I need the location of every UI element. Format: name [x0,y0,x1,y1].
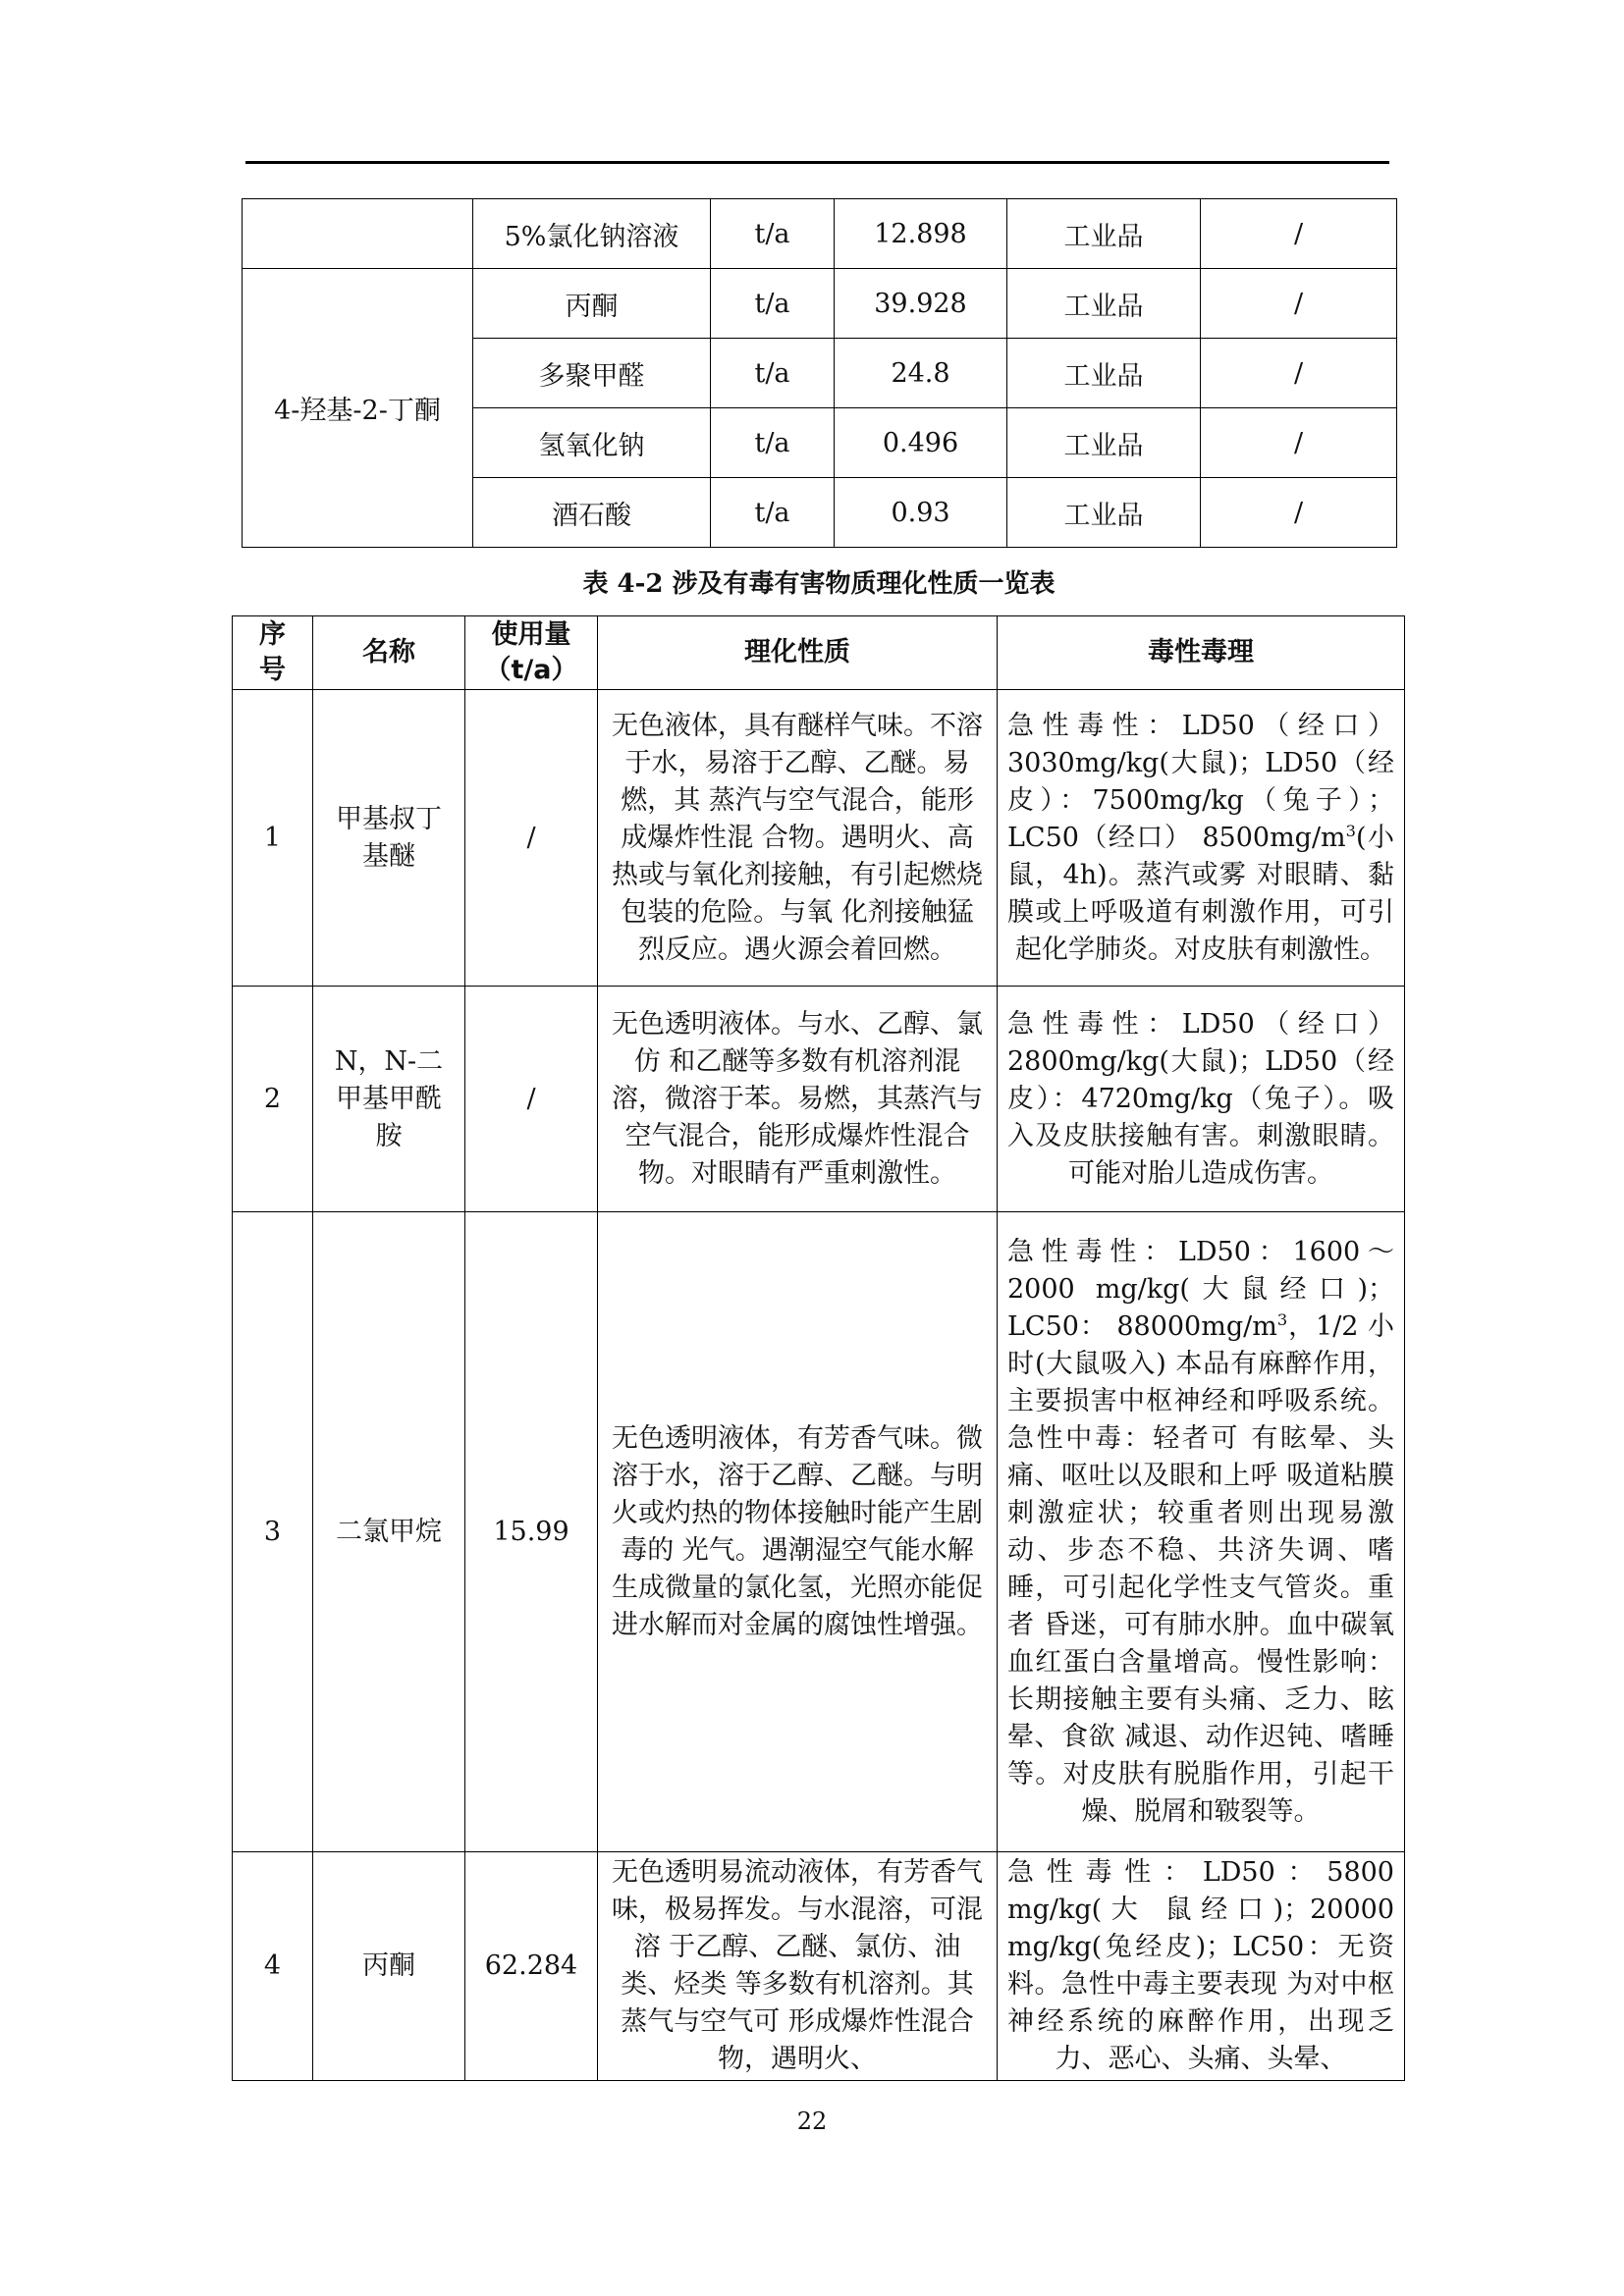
substance-name: 丙酮 [313,1852,465,2081]
material-cell: 酒石酸 [473,478,711,548]
substance-name: 二氯甲烷 [313,1212,465,1852]
property-text: 无色透明易流动液体，有芳香气味，极易挥发。与水混溶，可混溶 于乙醇、乙醚、氯仿、油类、烃类 等多数有机溶剂。其蒸气与空气可 形成爆炸性混合物，遇明火、 [598,1852,998,2081]
table-row [233,987,1405,1212]
toxicity-text-a: 急性毒性：LD50：5800 mg/kg(大 鼠经口)；20000 mg/kg(兔经皮)；LC50：无资料。急性中毒主要表现 为对中枢神经系统的麻醉作用，出现乏力、恶心、头痛、头晕、 [1007,1857,1394,2074]
unit-cell: t/a [711,478,835,548]
substance-name: 甲基叔丁基醚 [313,690,465,987]
material-cell: 5%氯化钠溶液 [473,199,711,269]
usage-amount: / [465,690,598,987]
hazardous-substance-table [232,615,1405,2081]
raw-material-table [242,198,1397,548]
header-props: 理化性质 [598,616,998,690]
usage-amount: 62.284 [465,1852,598,2081]
table-header-row [233,616,1405,690]
toxicity-text-b: (小鼠，4h)。蒸汽或雾 对眼睛、黏膜或上呼吸道有刺激作用，可引起化学肺炎。对皮肤有刺激性。 [1007,822,1394,965]
note-cell: / [1201,199,1397,269]
header-no: 序号 [233,616,313,690]
grade-cell: 工业品 [1007,478,1201,548]
unit-cell: t/a [711,408,835,478]
usage-amount: / [465,987,598,1212]
grade-cell: 工业品 [1007,199,1201,269]
unit-cell: t/a [711,339,835,408]
grade-cell: 工业品 [1007,339,1201,408]
toxicity-text-a: 急性毒性：LD50（经口）3030mg/kg(大鼠)；LD50（经皮）：7500mg/kg（兔子）；LC50（经口） 8500mg/m [1007,710,1394,853]
row-no: 3 [233,1212,313,1852]
material-cell: 丙酮 [473,269,711,339]
toxicity-text-b: ，1/2 小时(大鼠吸入) 本品有麻醉作用，主要损害中枢神经和呼吸系统。急性中毒：轻者可 有眩晕、头痛、呕吐以及眼和上呼 吸道粘膜刺激症状；较重者则出现易激动、步态不稳、共济失调、嗜睡，可引起化学性支气管炎。重者 昏迷，可有肺水肿。血中碳氧血红蛋白含量增高。慢性影响：长期接触主要有头痛、乏力、眩晕、食欲 减退、动作迟钝、嗜睡等。对皮肤有脱脂作用，引起干燥、脱屑和皲裂等。 [1007,1310,1394,1827]
grade-cell: 工业品 [1007,408,1201,478]
property-text: 无色液体，具有醚样气味。不溶于水，易溶于乙醇、乙醚。易燃，其 蒸汽与空气混合，能形成爆炸性混 合物。遇明火、高热或与氧化剂接触，有引起燃烧包装的危险。与氧 化剂接触猛烈反应。遇火源会着回燃。 [598,690,998,987]
toxicity-text [998,987,1405,1212]
header-toxicity: 毒性毒理 [998,616,1405,690]
property-text: 无色透明液体，有芳香气味。微溶于水，溶于乙醇、乙醚。与明火或灼热的物体接触时能产生剧毒的 光气。遇潮湿空气能水解生成微量的氯化氢，光照亦能促进水解而对金属的腐蚀性增强。 [598,1212,998,1852]
amount-cell: 39.928 [835,269,1007,339]
row-no: 4 [233,1852,313,2081]
product-cell: 4-羟基-2-丁酮 [243,269,473,548]
amount-cell: 12.898 [835,199,1007,269]
material-cell: 氢氧化钠 [473,408,711,478]
material-cell: 多聚甲醛 [473,339,711,408]
table-row [233,690,1405,987]
toxicity-text [998,1212,1405,1852]
table-row [233,1212,1405,1852]
unit-cell: t/a [711,269,835,339]
unit-superscript: 3 [1345,821,1356,840]
table-row [243,269,1397,339]
usage-amount: 15.99 [465,1212,598,1852]
toxicity-text [998,1852,1405,2081]
toxicity-text-a: 急性毒性：LD50：1600～2000 mg/kg(大鼠经口)；LC50： 88000mg/m [1007,1236,1394,1342]
row-no: 1 [233,690,313,987]
row-no: 2 [233,987,313,1212]
amount-cell: 24.8 [835,339,1007,408]
table-row [233,1852,1405,2081]
substance-name: N，N-二甲基甲酰胺 [313,987,465,1212]
table-row [243,199,1397,269]
product-cell [243,199,473,269]
amount-cell: 0.496 [835,408,1007,478]
amount-cell: 0.93 [835,478,1007,548]
unit-superscript: 3 [1276,1309,1288,1329]
header-rule [245,161,1389,164]
note-cell: / [1201,478,1397,548]
note-cell: / [1201,408,1397,478]
unit-cell: t/a [711,199,835,269]
note-cell: / [1201,339,1397,408]
table-caption: 表 4-2 涉及有毒有害物质理化性质一览表 [582,569,1056,599]
note-cell: / [1201,269,1397,339]
property-text: 无色透明液体。与水、乙醇、氯仿 和乙醚等多数有机溶剂混溶，微溶于苯。易燃，其蒸汽与空气混合，能形成爆炸性混合物。对眼睛有严重刺激性。 [598,987,998,1212]
page-number: 22 [796,2108,828,2135]
toxicity-text-a: 急性毒性：LD50（经口）2800mg/kg(大鼠)；LD50（经皮）：4720mg/kg（兔子）。吸入及皮肤接触有害。刺激眼睛。可能对胎儿造成伤害。 [1007,1008,1394,1189]
header-usage: 使用量（t/a） [465,616,598,690]
header-name: 名称 [313,616,465,690]
grade-cell: 工业品 [1007,269,1201,339]
toxicity-text [998,690,1405,987]
